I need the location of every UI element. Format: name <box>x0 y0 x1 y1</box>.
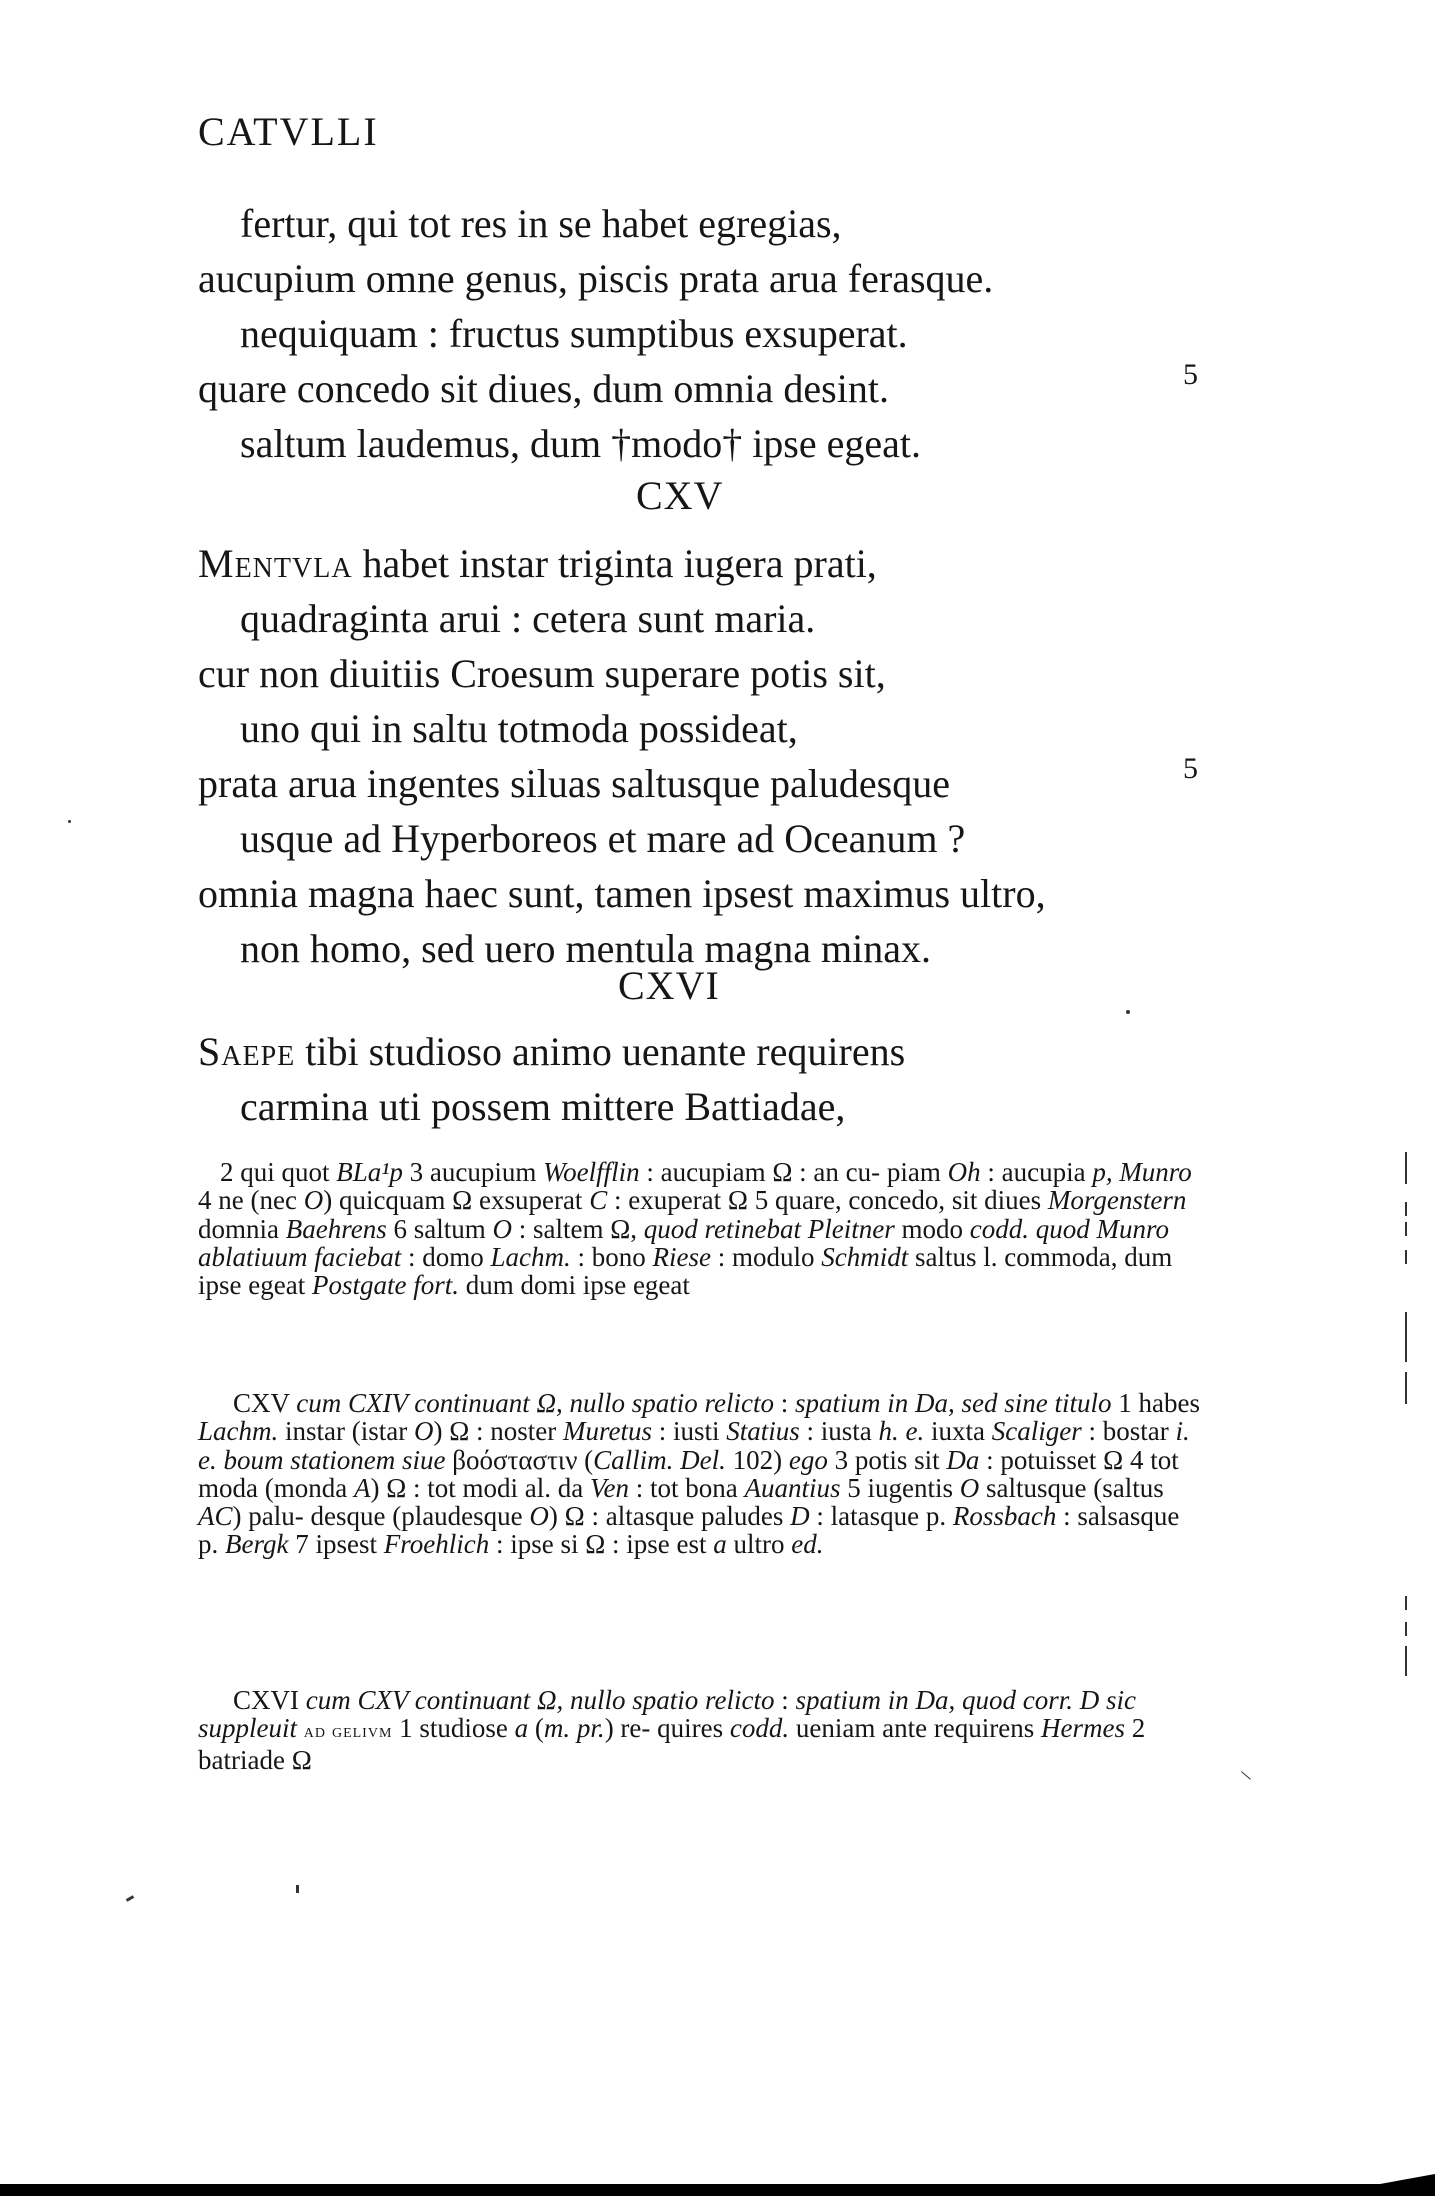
dust-speck <box>126 1895 134 1902</box>
dust-speck <box>1241 1771 1251 1779</box>
apparatus-text: 2 batriade Ω <box>198 1713 1146 1775</box>
apparatus-siglum: C <box>589 1185 608 1216</box>
apparatus-siglum: Riese <box>652 1241 711 1272</box>
apparatus-siglum: Bergk <box>225 1529 289 1560</box>
poem-line: saltum laudemus, dum †modo† ipse egeat. <box>240 421 921 466</box>
apparatus-text: : saltem Ω, <box>511 1213 644 1244</box>
apparatus-siglum: ed. <box>791 1529 824 1560</box>
poem-line: cur non diuitiis Croesum superare potis sit, <box>198 651 886 696</box>
margin-mark <box>1405 1312 1407 1362</box>
apparatus-cxv <box>198 1389 1203 1559</box>
poem-line: carmina uti possem mittere Battiadae, <box>240 1084 846 1129</box>
apparatus-text: βοόσταστιν ( <box>445 1444 594 1475</box>
margin-mark <box>1405 1152 1407 1184</box>
apparatus-siglum: Lachm. <box>490 1241 571 1272</box>
apparatus-text: : <box>774 1685 796 1715</box>
apparatus-text: qui quot <box>233 1157 337 1187</box>
apparatus-text: ueniam ante requirens <box>789 1713 1042 1744</box>
poem-line: nequiquam : fructus sumptibus exsuperat. <box>240 311 908 356</box>
apparatus-text: modo <box>894 1213 970 1244</box>
apparatus-siglum: quod retinebat Pleitner <box>643 1213 895 1244</box>
apparatus-siglum: ego <box>788 1444 828 1475</box>
apparatus-siglum: m. pr. <box>543 1713 605 1744</box>
line-number: 5 <box>1183 752 1198 785</box>
apparatus-siglum: Hermes <box>1041 1713 1126 1744</box>
apparatus-text: : exuperat Ω 5 quare, concedo, sit diues <box>607 1185 1048 1216</box>
apparatus-siglum: O <box>413 1416 434 1447</box>
apparatus-text: 3 aucupium <box>402 1157 544 1187</box>
poem-line: aucupium omne genus, piscis prata arua ferasque. <box>198 256 994 301</box>
apparatus-siglum: Morgenstern <box>1047 1185 1187 1216</box>
poem-line: omnia magna haec sunt, tamen ipsest maximus ultro, <box>198 871 1046 916</box>
apparatus-siglum: Oh <box>947 1157 981 1187</box>
apparatus-text: 5 iugentis <box>840 1472 960 1503</box>
apparatus-text: ) Ω : noster <box>433 1416 564 1447</box>
apparatus-text: ) palu- desque (plaudesque <box>232 1501 530 1532</box>
apparatus-siglum: codd. quod Munro ablatiuum faciebat <box>198 1213 1169 1272</box>
apparatus-siglum: cum CXV continuant Ω, nullo spatio relicto <box>305 1685 775 1715</box>
apparatus-siglum: Froehlich <box>383 1529 490 1560</box>
apparatus-text: instar (istar <box>278 1416 414 1447</box>
initial-word: Saepe <box>198 1029 296 1074</box>
apparatus-siglum: O <box>492 1213 512 1244</box>
apparatus-text: : iusta <box>799 1416 879 1447</box>
apparatus-siglum: A <box>353 1472 371 1503</box>
apparatus-siglum: Schmidt <box>821 1241 909 1272</box>
apparatus-cxvi <box>198 1686 1203 1774</box>
apparatus-siglum: h. e. <box>878 1416 925 1447</box>
apparatus-siglum: cum CXIV continuant Ω, nullo spatio relicto <box>296 1388 775 1418</box>
poem-cxiv-end <box>198 196 1198 471</box>
apparatus-text: 7 ipsest <box>288 1529 384 1560</box>
margin-mark <box>1405 1372 1407 1404</box>
margin-mark <box>1405 1596 1407 1610</box>
poem-line: prata arua ingentes siluas saltusque paludesque <box>198 761 950 806</box>
apparatus-text: ultro <box>726 1529 792 1560</box>
apparatus-siglum: spatium in Da, sed sine titulo <box>795 1388 1112 1418</box>
apparatus-text: : aucupia <box>980 1157 1093 1187</box>
margin-mark <box>1405 1622 1407 1636</box>
apparatus-text: 2 <box>220 1157 234 1187</box>
apparatus-text: saltus l. commoda, dum ipse egeat <box>198 1241 1173 1301</box>
poem-cxvi <box>198 1024 1198 1134</box>
apparatus-text: : ipse si Ω : ipse est <box>489 1529 714 1560</box>
apparatus-siglum: Da <box>946 1444 980 1475</box>
apparatus-text: : iusti <box>652 1416 727 1447</box>
initial-word: Mentvla <box>198 541 353 586</box>
dust-speck <box>1126 1010 1130 1014</box>
apparatus-text: : <box>774 1388 796 1418</box>
apparatus-text: ) quicquam Ω exsuperat <box>323 1185 590 1216</box>
apparatus-siglum: Lachm. <box>198 1416 279 1447</box>
apparatus-siglum: Rossbach <box>952 1501 1057 1532</box>
apparatus-text: : latasque p. <box>809 1501 953 1532</box>
line-number: 5 <box>1183 358 1198 391</box>
apparatus-siglum: a <box>514 1713 529 1744</box>
apparatus-text: : tot bona <box>629 1472 745 1503</box>
dust-speck <box>68 820 71 823</box>
apparatus-siglum: codd. <box>729 1713 790 1744</box>
poem-line <box>198 1024 1198 1079</box>
poem-cxv <box>198 536 1198 976</box>
apparatus-text: 1 habes <box>1111 1388 1201 1418</box>
poem-line-text: habet instar triginta iugera prati, <box>352 541 877 586</box>
apparatus-text: ) Ω : altasque paludes <box>548 1501 791 1532</box>
apparatus-siglum: Woelfflin <box>543 1157 640 1187</box>
apparatus-text: : aucupiam Ω : an cu- piam <box>639 1157 948 1187</box>
apparatus-text: saltusque (saltus <box>979 1472 1164 1503</box>
poem-line: quare concedo sit diues, dum omnia desint. <box>198 366 889 411</box>
margin-mark <box>1405 1222 1407 1236</box>
apparatus-text: 4 ne (nec <box>198 1185 304 1216</box>
poem-line: fertur, qui tot res in se habet egregias, <box>240 201 842 246</box>
apparatus-smallcaps: ad gelivm <box>303 1720 393 1743</box>
apparatus-siglum: p, Munro <box>1092 1157 1192 1187</box>
apparatus-siglum: O <box>529 1501 549 1532</box>
apparatus-siglum: BLa¹p <box>336 1157 403 1187</box>
apparatus-text: iuxta <box>924 1416 992 1447</box>
apparatus-text: domnia <box>198 1213 286 1244</box>
page-bottom-rule-taper <box>1380 2174 1435 2184</box>
poem-line-text: tibi studioso animo uenante requirens <box>295 1029 906 1074</box>
poem-line: uno qui in saltu totmoda possideat, <box>240 706 798 751</box>
apparatus-text: 1 studiose <box>392 1713 515 1744</box>
apparatus-text: : domo <box>401 1241 491 1272</box>
apparatus-cxiv <box>198 1158 1203 1299</box>
apparatus-text: CXVI <box>233 1685 306 1715</box>
apparatus-siglum: Statius <box>726 1416 800 1447</box>
poem-line: quadraginta arui : cetera sunt maria. <box>240 596 816 641</box>
apparatus-text: : modulo <box>711 1241 822 1272</box>
apparatus-text: CXV <box>233 1388 297 1418</box>
apparatus-siglum: a <box>713 1529 727 1560</box>
apparatus-siglum: Baehrens <box>285 1213 387 1244</box>
apparatus-siglum: O <box>959 1472 980 1503</box>
apparatus-text <box>297 1713 304 1743</box>
apparatus-text: ) Ω : tot modi al. da <box>370 1472 591 1503</box>
apparatus-text: : bono <box>570 1241 653 1272</box>
apparatus-text: 6 saltum <box>386 1213 493 1244</box>
apparatus-text: : salsasque p. <box>198 1501 1180 1560</box>
margin-mark <box>1405 1250 1407 1264</box>
page-bottom-rule <box>0 2184 1435 2196</box>
apparatus-text: 102) <box>725 1444 789 1475</box>
running-title: CATVLLI <box>198 109 379 154</box>
apparatus-text: 3 potis sit <box>827 1444 947 1475</box>
apparatus-siglum: O <box>303 1185 324 1216</box>
margin-mark <box>1405 1202 1407 1216</box>
poem-line <box>198 536 1198 591</box>
apparatus-siglum: Callim. Del. <box>593 1444 726 1475</box>
apparatus-siglum: Postgate fort. <box>311 1270 459 1301</box>
apparatus-siglum: Auantius <box>744 1472 841 1503</box>
poem-heading-cxv: CXV <box>636 473 724 518</box>
apparatus-siglum: spatium in Da, quod corr. D sic suppleuit <box>198 1685 1137 1744</box>
apparatus-text: dum domi ipse egeat <box>458 1270 690 1301</box>
apparatus-siglum: Muretus <box>563 1416 653 1447</box>
apparatus-text: ( <box>528 1713 544 1744</box>
apparatus-siglum: i. e. boum stationem siue <box>198 1416 1190 1475</box>
margin-mark <box>1405 1646 1407 1676</box>
apparatus-siglum: Scaliger <box>991 1416 1082 1447</box>
poem-line: usque ad Hyperboreos et mare ad Oceanum ? <box>240 816 966 861</box>
apparatus-text: ) re- quires <box>604 1713 730 1744</box>
apparatus-siglum: AC <box>198 1501 233 1532</box>
apparatus-siglum: Ven <box>590 1472 629 1503</box>
poem-line: non homo, sed uero mentula magna minax. <box>240 926 931 971</box>
apparatus-siglum: D <box>790 1501 810 1532</box>
dust-speck <box>296 1885 299 1893</box>
poem-heading-cxvi: CXVI <box>618 963 720 1008</box>
apparatus-text: : potuisset Ω 4 tot moda (monda <box>198 1444 1179 1503</box>
apparatus-text: : bostar <box>1081 1416 1176 1447</box>
